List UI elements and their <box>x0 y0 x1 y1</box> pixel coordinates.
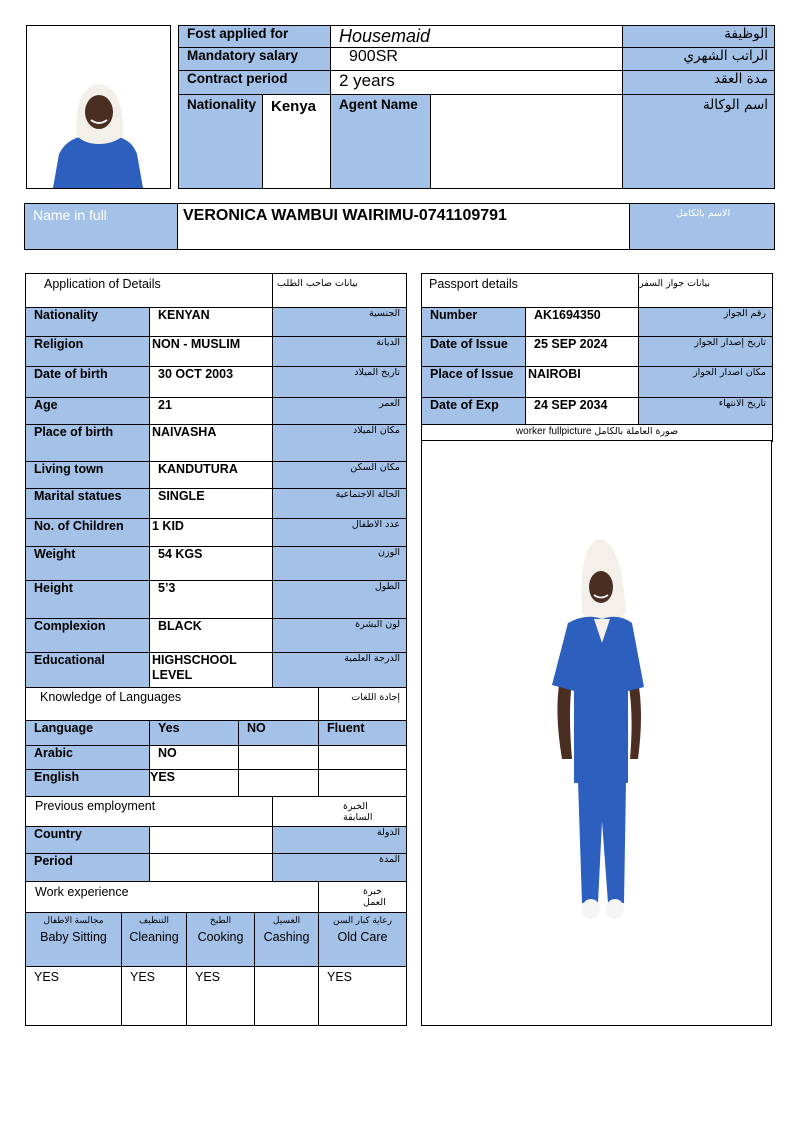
app-label-ar: مكان الميلاد <box>273 425 407 462</box>
app-label-ar: الجنسية <box>273 308 407 337</box>
exp-value: YES <box>122 967 187 1026</box>
app-value: HIGHSCHOOL LEVEL <box>150 653 273 688</box>
agent-label: Agent Name <box>331 95 431 189</box>
app-value: SINGLE <box>150 489 273 519</box>
picture-caption-en: worker fullpicture <box>515 426 592 437</box>
passport-label-ar: تاريخ الانتهاء <box>639 398 773 425</box>
app-label-ar: الوزن <box>273 547 407 581</box>
lang-fluent <box>319 770 407 797</box>
picture-caption <box>422 425 773 442</box>
exp-header <box>122 913 187 967</box>
app-value: 30 OCT 2003 <box>150 367 273 398</box>
exp-value: YES <box>319 967 407 1026</box>
post-label-ar: الوظيفة <box>623 26 775 48</box>
lang-name: Arabic <box>26 746 150 770</box>
passport-title: Passport details <box>422 274 639 308</box>
full-body-photo-image <box>422 441 771 1025</box>
app-label-ar: عدد الاطفال <box>273 519 407 547</box>
exp-header-ar: رعاية كبار السن <box>332 915 392 925</box>
contract-value: 2 years <box>331 71 623 95</box>
contract-label: Contract period <box>179 71 331 95</box>
name-label: Name in full <box>25 204 178 250</box>
country-label: Country <box>26 827 150 854</box>
post-label: Fost applied for <box>179 26 331 48</box>
app-label: Living town <box>26 462 150 489</box>
portrait-photo <box>26 25 171 189</box>
app-label-ar: الحالة الاجتماعية <box>273 489 407 519</box>
passport-value: 25 SEP 2024 <box>526 337 639 367</box>
app-label-ar: الديانة <box>273 337 407 367</box>
passport-label: Date of Exp <box>422 398 526 425</box>
picture-caption-ar: صورة العاملة بالكامل <box>594 426 679 437</box>
app-label: Nationality <box>26 308 150 337</box>
exp-header-en: Cashing <box>263 930 310 944</box>
agent-label-ar: اسم الوكالة <box>623 95 775 189</box>
employment-title-ar: الخبرة السابقة <box>273 797 407 827</box>
exp-value <box>255 967 319 1026</box>
passport-label-ar: رقم الجواز <box>639 308 773 337</box>
lang-name: English <box>26 770 150 797</box>
exp-header-ar: مجالسة الاطفال <box>43 915 104 925</box>
passport-title-ar: بيانات جواز السفر <box>639 274 773 308</box>
exp-header-ar: التنظيف <box>138 915 170 925</box>
languages-title-ar: إجادة اللغات <box>319 688 407 721</box>
exp-header-en: Old Care <box>337 930 388 944</box>
app-value: NAIVASHA <box>150 425 273 462</box>
app-label-ar: الطول <box>273 581 407 619</box>
app-label: Height <box>26 581 150 619</box>
exp-header-en: Cleaning <box>129 930 179 944</box>
app-value: BLACK <box>150 619 273 653</box>
app-value: 5’3 <box>150 581 273 619</box>
name-label-ar: الاسم بالكامل <box>630 204 775 250</box>
name-value: VERONICA WAMBUI WAIRIMU-0741109791 <box>178 204 630 250</box>
portrait-photo-image <box>27 26 170 188</box>
lang-header-yes: Yes <box>150 721 239 746</box>
job-header-table <box>178 25 775 189</box>
exp-value: YES <box>26 967 122 1026</box>
contract-label-ar: مدة العقد <box>623 71 775 95</box>
app-label: Place of birth <box>26 425 150 462</box>
passport-label: Place of Issue <box>422 367 526 398</box>
exp-header-en: Baby Sitting <box>40 930 107 944</box>
exp-header-ar: الغسيل <box>272 915 301 925</box>
app-label: Complexion <box>26 619 150 653</box>
app-label-ar: الدرجة العلمية <box>273 653 407 688</box>
period-label: Period <box>26 854 150 882</box>
app-label-ar: لون البشرة <box>273 619 407 653</box>
app-value: 21 <box>150 398 273 425</box>
experience-title-ar: خبرة العمل <box>319 882 407 913</box>
country-label-ar: الدولة <box>273 827 407 854</box>
passport-value: AK1694350 <box>526 308 639 337</box>
exp-header <box>319 913 407 967</box>
app-label: Marital statues <box>26 489 150 519</box>
lang-yes: YES <box>150 770 239 797</box>
application-table <box>25 273 407 688</box>
languages-title: Knowledge of Languages <box>26 688 319 721</box>
languages-table <box>25 687 407 797</box>
full-body-photo <box>421 440 772 1026</box>
employment-table <box>25 796 407 882</box>
salary-value: 900SR <box>331 48 623 71</box>
exp-header <box>255 913 319 967</box>
salary-label: Mandatory salary <box>179 48 331 71</box>
app-value: 1 KID <box>150 519 273 547</box>
passport-label-ar: تاريخ إصدار الجواز <box>639 337 773 367</box>
passport-label-ar: مكان اصدار الجواز <box>639 367 773 398</box>
experience-title: Work experience <box>26 882 319 913</box>
app-label: Educational <box>26 653 150 688</box>
name-row <box>24 203 775 250</box>
passport-table <box>421 273 773 442</box>
period-value <box>150 854 273 882</box>
app-label: Date of birth <box>26 367 150 398</box>
passport-value: NAIROBI <box>526 367 639 398</box>
app-label: Weight <box>26 547 150 581</box>
app-value: KENYAN <box>150 308 273 337</box>
app-label: Religion <box>26 337 150 367</box>
app-label: Age <box>26 398 150 425</box>
salary-label-ar: الراتب الشهري <box>623 48 775 71</box>
nationality-label: Nationality <box>179 95 263 189</box>
app-label-ar: مكان السكن <box>273 462 407 489</box>
exp-header <box>187 913 255 967</box>
passport-label: Number <box>422 308 526 337</box>
lang-header-no: NO <box>239 721 319 746</box>
application-title: Application of Details <box>26 274 273 308</box>
app-value: 54 KGS <box>150 547 273 581</box>
country-value <box>150 827 273 854</box>
post-value: Housemaid <box>331 26 623 48</box>
passport-value: 24 SEP 2034 <box>526 398 639 425</box>
lang-header-language: Language <box>26 721 150 746</box>
app-label-ar: تاريخ الميلاد <box>273 367 407 398</box>
lang-no <box>239 770 319 797</box>
experience-table <box>25 881 407 1026</box>
app-label: No. of Children <box>26 519 150 547</box>
exp-value: YES <box>187 967 255 1026</box>
application-title-ar: بيانات صاحب الطلب <box>273 274 407 308</box>
period-label-ar: المدة <box>273 854 407 882</box>
app-value: KANDUTURA <box>150 462 273 489</box>
lang-yes: NO <box>150 746 239 770</box>
nationality-value: Kenya <box>263 95 331 189</box>
exp-header <box>26 913 122 967</box>
exp-header-ar: الطبخ <box>209 915 232 925</box>
exp-header-en: Cooking <box>197 930 244 944</box>
passport-label: Date of Issue <box>422 337 526 367</box>
app-label-ar: العمر <box>273 398 407 425</box>
lang-no <box>239 746 319 770</box>
app-value: NON - MUSLIM <box>150 337 273 367</box>
lang-header-fluent: Fluent <box>319 721 407 746</box>
lang-fluent <box>319 746 407 770</box>
agent-value <box>431 95 623 189</box>
employment-title: Previous employment <box>26 797 273 827</box>
